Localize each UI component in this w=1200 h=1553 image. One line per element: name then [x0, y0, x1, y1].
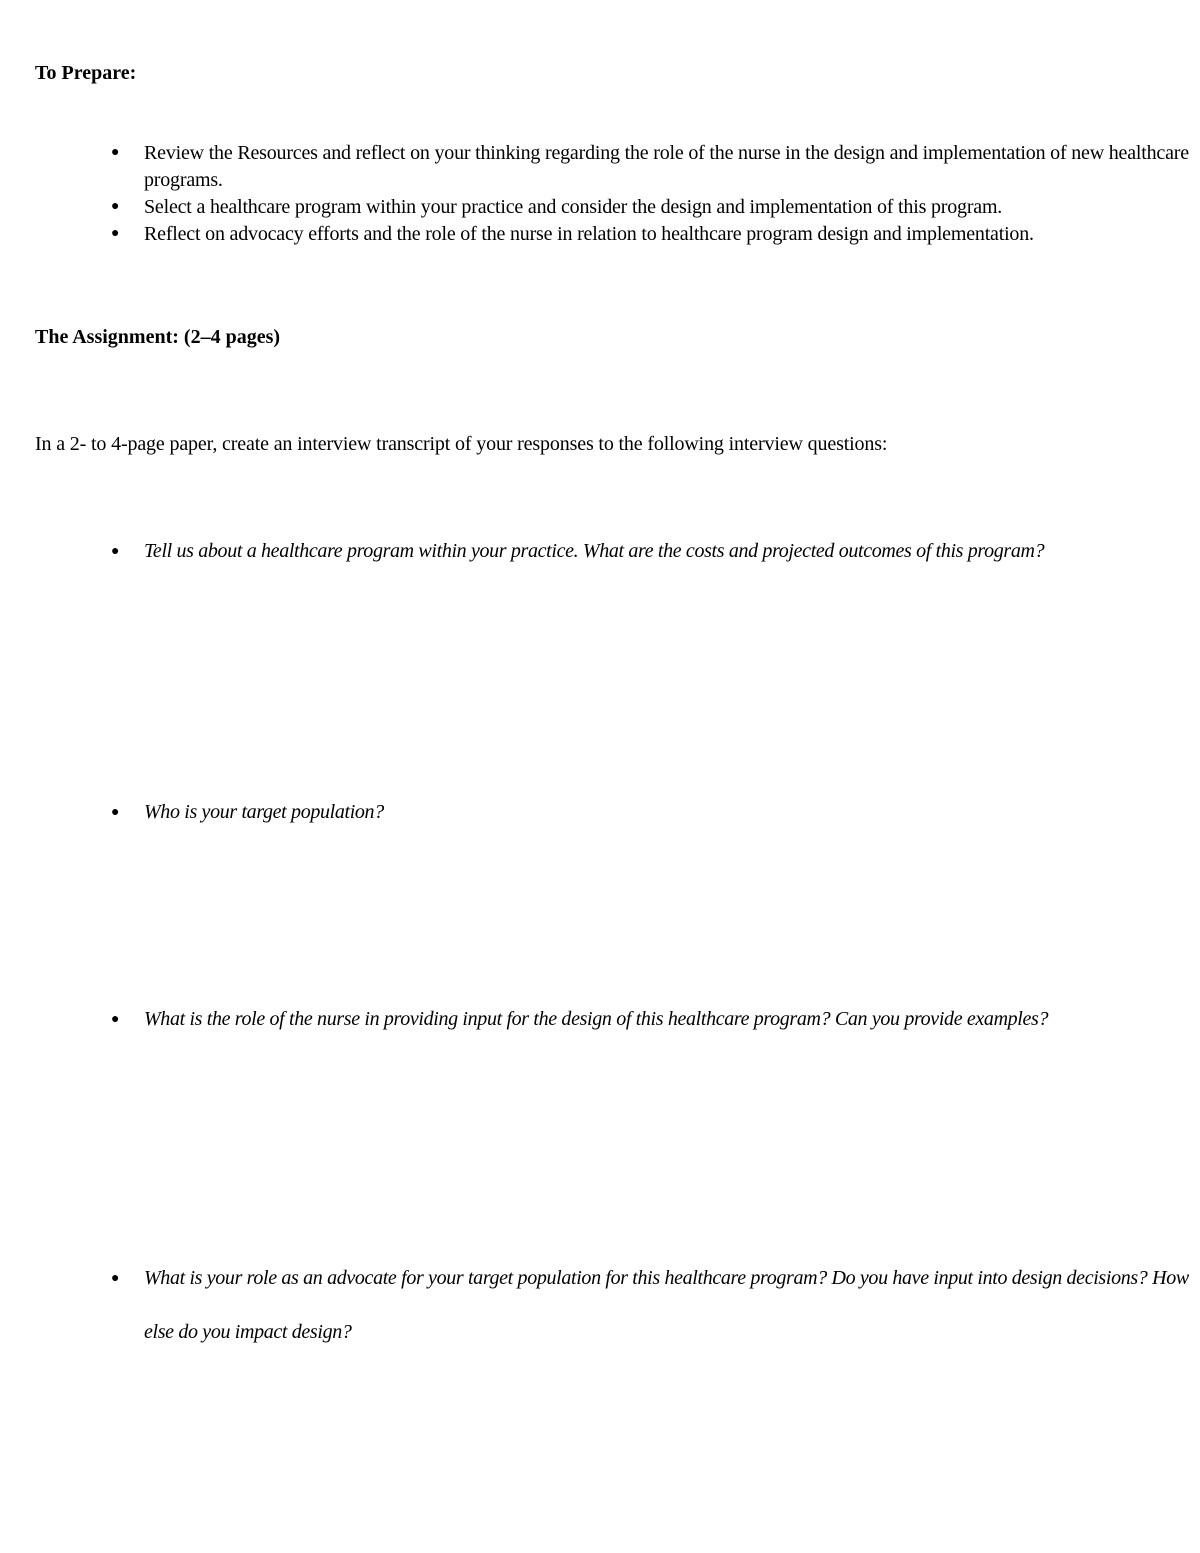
question-item [108, 992, 1193, 1046]
question-text: What is the role of the nurse in providing input for the design of this healthcare program? Can you provide examples? [144, 1008, 1049, 1030]
bullet-icon: ● [111, 1012, 120, 1027]
question-text: Tell us about a healthcare program within your practice. What are the costs and projected outcomes of this program? [144, 540, 1045, 562]
prepare-item-text: Select a healthcare program within your practice and consider the design and implementation of this program. [144, 196, 1003, 218]
bullet-icon: ● [111, 544, 120, 559]
prepare-item-text: Reflect on advocacy efforts and the role of the nurse in relation to healthcare program design and implementation. [144, 223, 1034, 245]
bullet-icon: ● [111, 805, 120, 820]
prepare-list-item [108, 194, 1193, 221]
question-item [108, 524, 1193, 578]
assignment-intro: In a 2- to 4-page paper, create an interview transcript of your responses to the following interview questions: [35, 433, 888, 455]
prepare-list-item [108, 221, 1193, 248]
question-item [108, 785, 1193, 839]
bullet-icon: ● [111, 226, 120, 241]
question-item [108, 1251, 1193, 1359]
question-text: Who is your target population? [144, 801, 384, 823]
question-text: What is your role as an advocate for your target population for this healthcare program? Do you have input into design decisions? How else do you impact design? [144, 1267, 1189, 1343]
to-prepare-heading: To Prepare: [35, 62, 137, 84]
bullet-icon: ● [111, 145, 120, 160]
assignment-heading: The Assignment: (2–4 pages) [35, 326, 281, 348]
bullet-icon: ● [111, 1271, 120, 1286]
prepare-item-text: Review the Resources and reflect on your thinking regarding the role of the nurse in the design and implementation of new healthcare programs. [144, 142, 1189, 191]
bullet-icon: ● [111, 199, 120, 214]
prepare-list-item [108, 140, 1193, 194]
